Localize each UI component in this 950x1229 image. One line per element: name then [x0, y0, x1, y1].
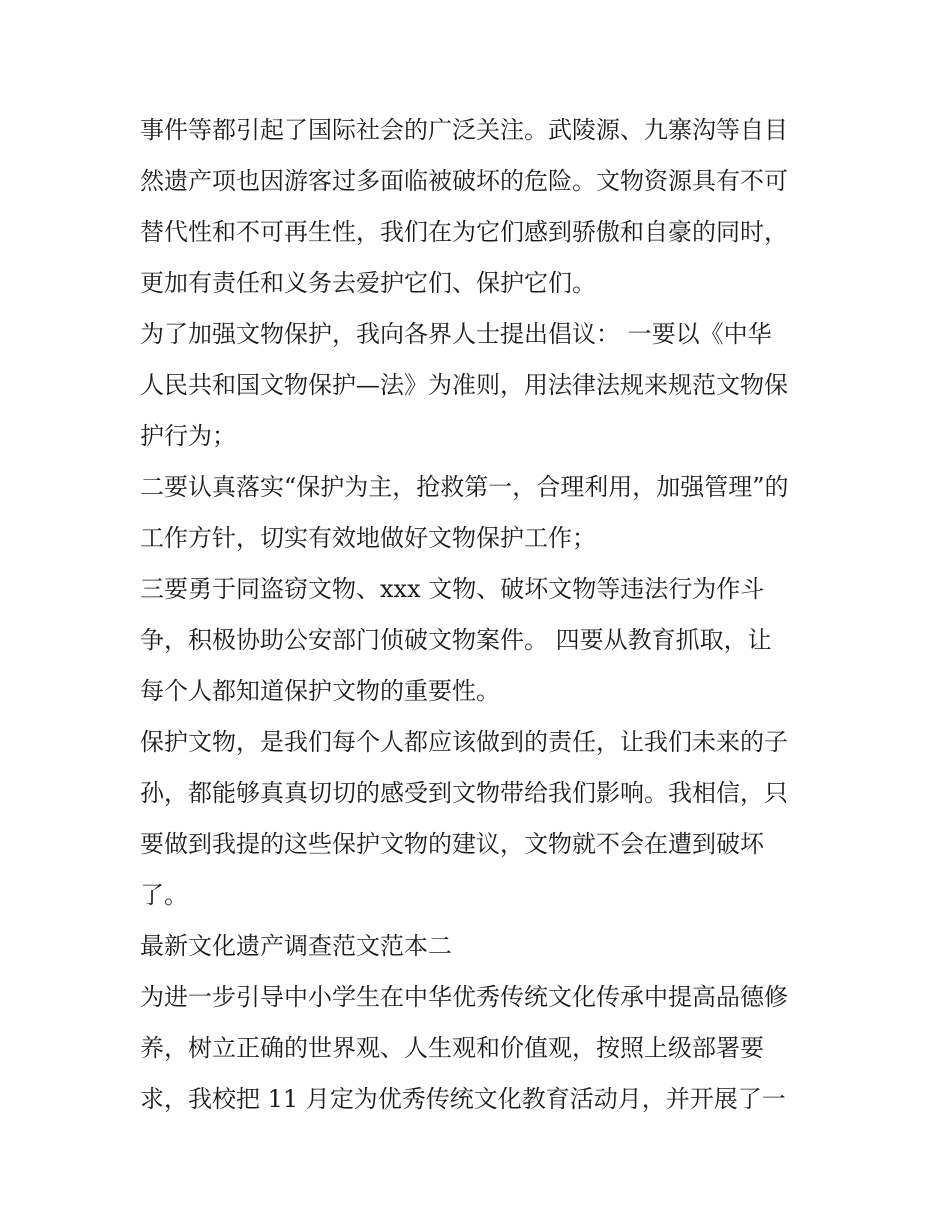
- text-line: 孙，都能够真真切切的感受到文物带给我们影响。我相信，只: [140, 779, 788, 807]
- document-body: [140, 105, 820, 1125]
- text-line: 二要认真落实“保护为主，抢救第一，合理利用，加强管理”的: [140, 473, 789, 501]
- text-line: 要做到我提的这些保护文物的建议，文物就不会在遭到破坏: [140, 830, 764, 858]
- text-line: 事件等都引起了国际社会的广泛关注。武陵源、九寨沟等自目: [140, 116, 788, 144]
- text-line: 争，积极协助公安部门侦破文物案件。 四要从教育抓取，让: [140, 626, 772, 654]
- text-line: 为了加强文物保护，我向各界人士提出倡议： 一要以《中华: [140, 320, 772, 348]
- text-line: 更加有责任和义务去爱护它们、保护它们。: [140, 269, 596, 297]
- text-line: 人民共和国文物保护—法》为准则，用法律法规来规范文物保: [140, 371, 788, 399]
- text-line: 养，树立正确的世界观、人生观和价值观，按照上级部署要: [140, 1034, 764, 1062]
- text-line: 为进一步引导中小学生在中华优秀传统文化传承中提高品德修: [140, 983, 788, 1011]
- text-line: 护行为；: [140, 422, 236, 450]
- text-line: 每个人都知道保护文物的重要性。: [140, 677, 500, 705]
- text-line: 三要勇于同盗窃文物、xxx 文物、破坏文物等违法行为作斗: [140, 575, 765, 603]
- text-line: 求，我校把 11 月定为优秀传统文化教育活动月，并开展了一: [140, 1085, 786, 1113]
- text-line: 保护文物，是我们每个人都应该做到的责任，让我们未来的子: [140, 728, 788, 756]
- text-line: 了。: [140, 881, 188, 909]
- text-line: 替代性和不可再生性，我们在为它们感到骄傲和自豪的同时，: [140, 218, 788, 246]
- text-line: 工作方针，切实有效地做好文物保护工作；: [140, 524, 596, 552]
- text-line: 然遗产项也因游客过多面临被破坏的危险。文物资源具有不可: [140, 167, 788, 195]
- section-heading: 最新文化遗产调查范文范本二: [140, 932, 452, 960]
